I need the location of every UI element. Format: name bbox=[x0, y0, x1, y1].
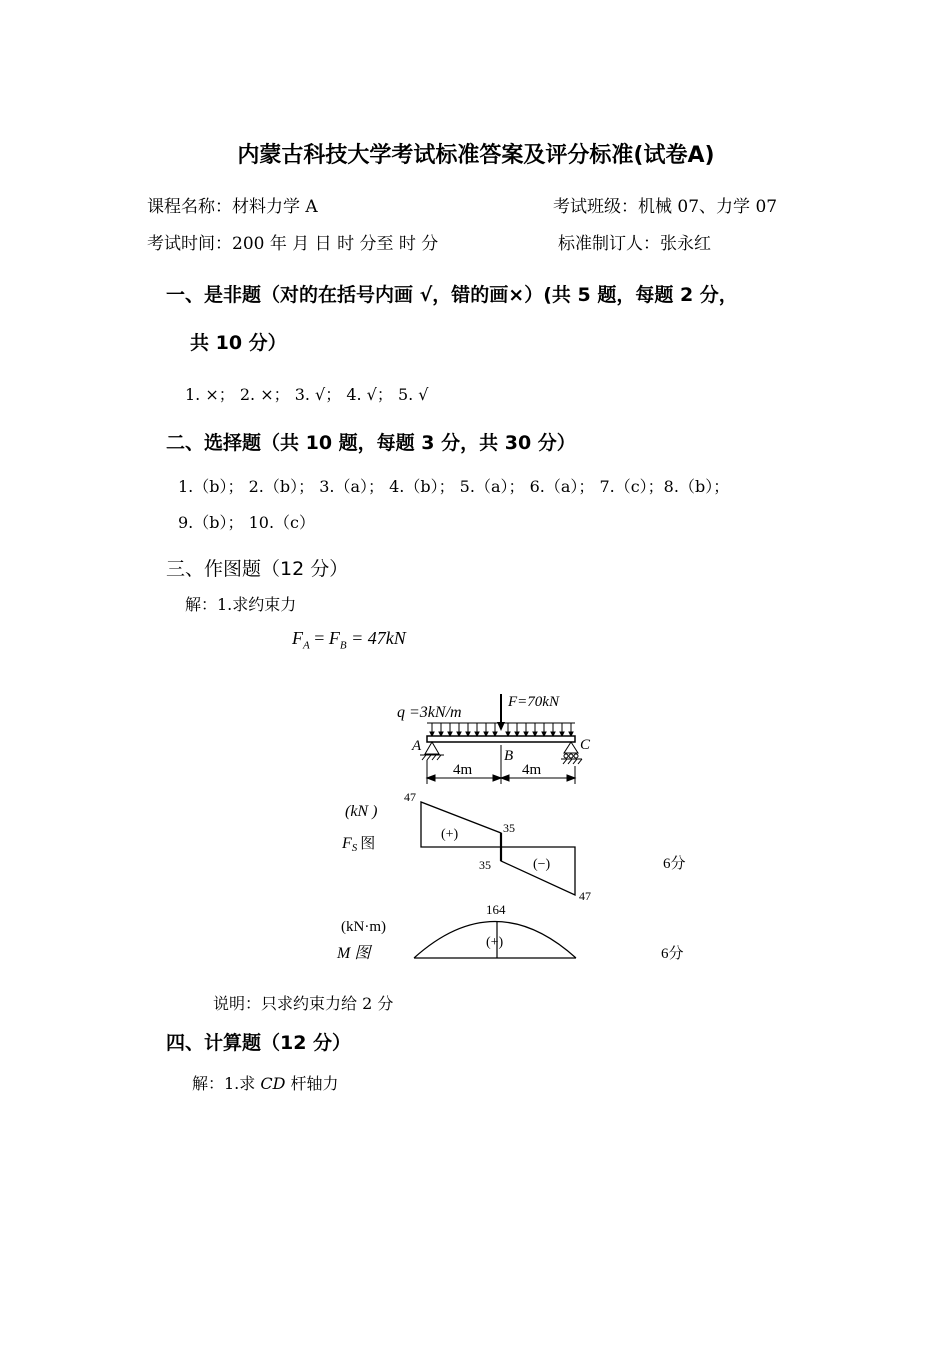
support-c bbox=[561, 742, 582, 764]
point-a-label: A bbox=[412, 738, 422, 754]
shear-minus-sign: (−) bbox=[533, 857, 551, 872]
course-name: 课程名称：材料力学 A bbox=[147, 197, 318, 217]
reaction-formula: $F_A = F_B = 47kN$ bbox=[292, 628, 406, 652]
span-2-label: 4m bbox=[522, 762, 542, 778]
q-label: q =3kN/m bbox=[397, 704, 462, 721]
beam bbox=[427, 736, 575, 742]
page-title: 内蒙古科技大学考试标准答案及评分标准(试卷A) bbox=[237, 143, 715, 168]
section3-note: 说明：只求约束力给 2 分 bbox=[213, 994, 394, 1013]
shear-label: FS 图 bbox=[342, 834, 376, 854]
shear-score: 6分 bbox=[663, 856, 686, 872]
point-b-label: B bbox=[504, 748, 514, 764]
shear-diagram bbox=[341, 790, 686, 903]
shear-value-35-top: 35 bbox=[503, 821, 515, 835]
section3-step: 解：1.求约束力 bbox=[185, 595, 297, 614]
dimension-lines bbox=[427, 745, 575, 784]
shear-value-35-bottom: 35 bbox=[479, 858, 491, 872]
section2-heading: 二、选择题（共 10 题，每题 3 分，共 30 分） bbox=[166, 432, 576, 454]
support-a bbox=[420, 742, 444, 760]
section3-heading: 三、作图题（12 分） bbox=[166, 558, 349, 580]
shear-plus-sign: (+) bbox=[441, 827, 459, 842]
exam-class: 考试班级：机械 07、力学 07 bbox=[553, 197, 778, 217]
section1-heading-cont: 共 10 分） bbox=[190, 332, 287, 354]
shear-unit: (kN ) bbox=[345, 803, 378, 820]
section2-answers-line2: 9.（b）； 10.（c） bbox=[178, 513, 316, 532]
exam-time: 考试时间：200 年 月 日 时 分至 时 分 bbox=[147, 234, 439, 254]
section4-heading: 四、计算题（12 分） bbox=[166, 1032, 352, 1054]
section4-step: 解：1.求 CD 杆轴力 bbox=[192, 1074, 339, 1093]
moment-plus-sign: (+) bbox=[486, 935, 504, 950]
shear-positive-region bbox=[421, 802, 501, 847]
section1-heading: 一、是非题（对的在括号内画 √，错的画×）(共 5 题，每题 2 分， bbox=[166, 284, 738, 306]
shear-value-47-right: 47 bbox=[579, 889, 591, 903]
shear-value-47-left: 47 bbox=[404, 790, 416, 804]
moment-diagram bbox=[336, 902, 684, 962]
point-c-label: C bbox=[580, 737, 591, 753]
moment-label: M 图 bbox=[337, 945, 371, 962]
moment-score: 6分 bbox=[661, 946, 684, 962]
loading-diagram bbox=[397, 694, 591, 784]
moment-peak-value: 164 bbox=[486, 902, 506, 917]
moment-unit: (kN·m) bbox=[341, 919, 386, 935]
section2-answers-line1: 1.（b）； 2.（b）； 3.（a）； 4.（b）； 5.（a）； 6.（a）； 7.（c）；8.（b）； bbox=[178, 477, 730, 496]
section1-answers: 1. ×； 2. ×； 3. √； 4. √； 5. √ bbox=[185, 385, 429, 404]
force-label: F=70kN bbox=[508, 694, 559, 710]
standard-author: 标准制订人：张永红 bbox=[558, 234, 711, 254]
span-1-label: 4m bbox=[453, 762, 473, 778]
